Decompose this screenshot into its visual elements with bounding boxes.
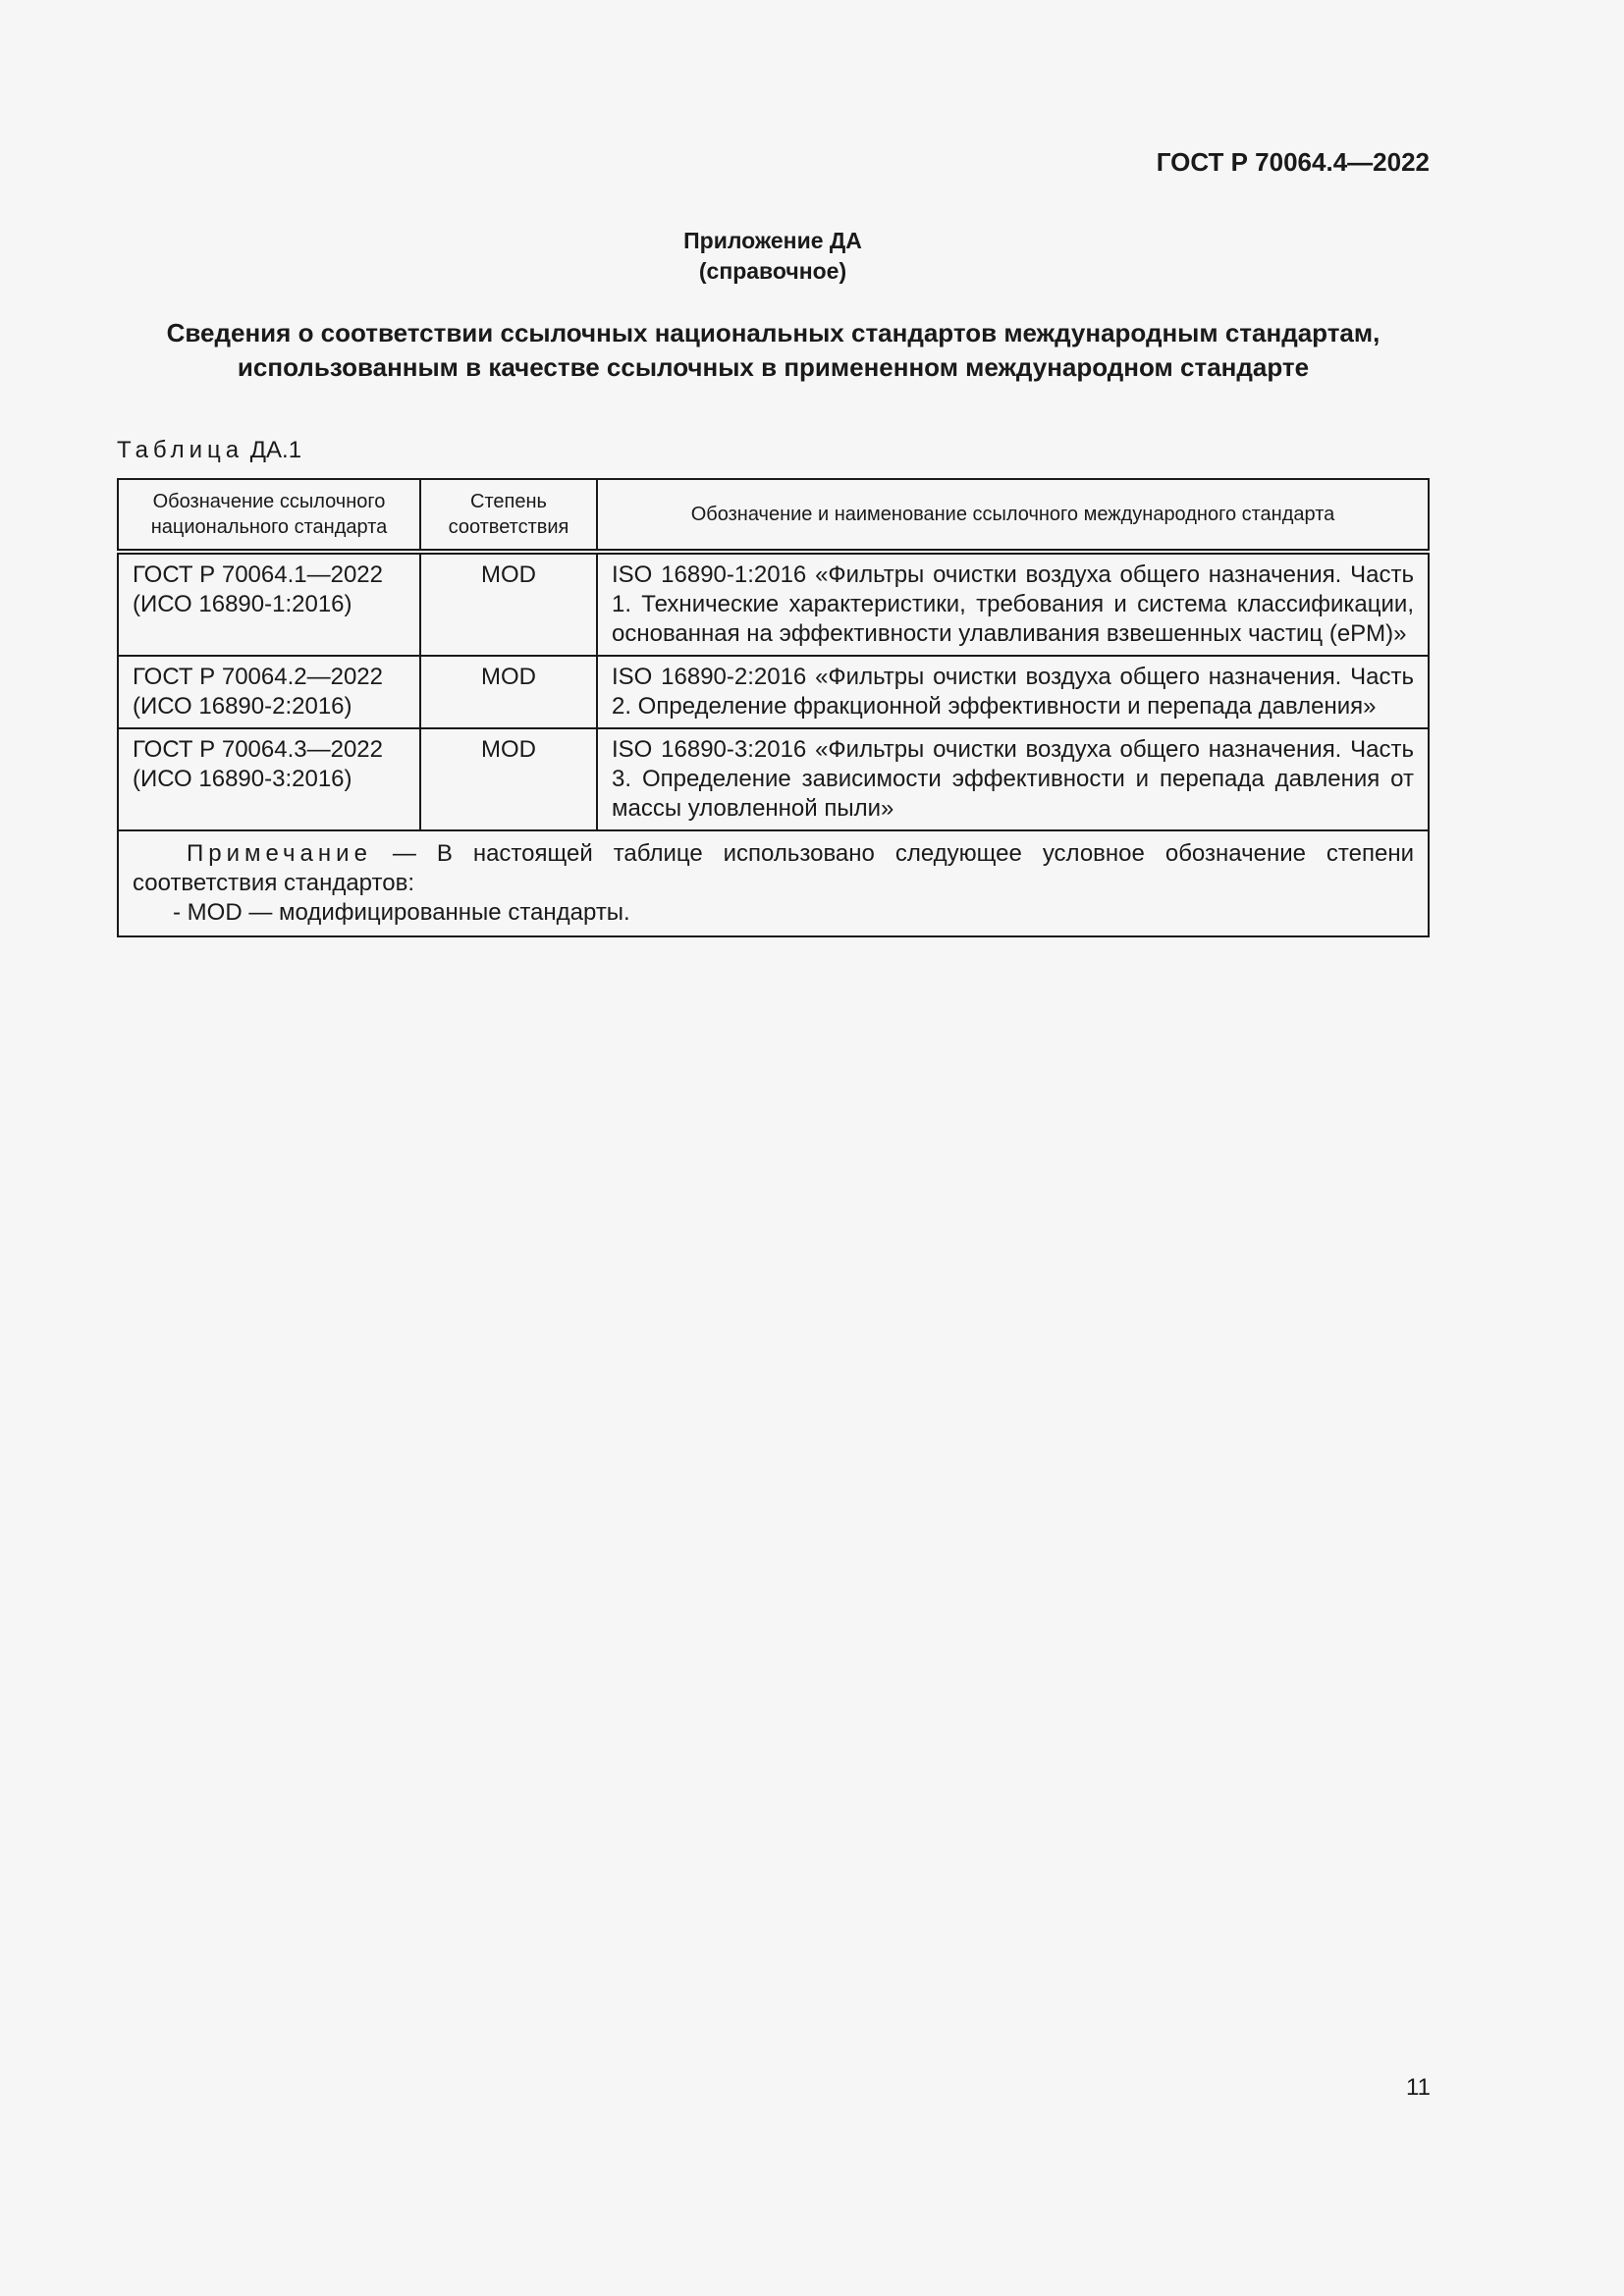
correspondence-table (117, 478, 1430, 937)
iso-equivalent: (ИСО 16890-3:2016) (133, 766, 352, 792)
table-header-row (118, 479, 1429, 552)
national-standard-cell (118, 728, 420, 830)
table-caption-word: Таблица (117, 437, 244, 463)
national-standard-cell (118, 656, 420, 728)
table-row (118, 656, 1429, 728)
table-note (118, 830, 1429, 936)
appendix-title: Приложение ДА (683, 228, 862, 253)
national-standard-code: ГОСТ Р 70064.3—2022 (133, 736, 383, 763)
column-header-degree: Степень соответствия (420, 479, 597, 552)
section-title-line: использованным в качестве ссылочных в примененном международном стандарте (237, 352, 1310, 382)
note-text: — В настоящей таблице использовано следующее условное обозначение степени соответствия стандартов: (133, 840, 1414, 896)
national-standard-cell (118, 552, 420, 656)
page-number: 11 (1406, 2074, 1431, 2101)
national-standard-code: ГОСТ Р 70064.2—2022 (133, 664, 383, 690)
degree-cell: MOD (420, 656, 597, 728)
appendix-subtitle: (справочное) (698, 258, 847, 284)
note-lead: Примечание (187, 840, 372, 867)
section-title (117, 316, 1430, 385)
column-header-national: Обозначение ссылочного национального стандарта (118, 479, 420, 552)
column-header-international: Обозначение и наименование ссылочного международного стандарта (597, 479, 1429, 552)
iso-equivalent: (ИСО 16890-2:2016) (133, 693, 352, 720)
international-standard-cell: ISO 16890-2:2016 «Фильтры очистки воздуха общего назначения. Часть 2. Определение фракционной эффективности и перепада давления» (597, 656, 1429, 728)
appendix-heading (0, 226, 1545, 287)
table-caption (117, 437, 301, 464)
note-paragraph (133, 839, 1414, 898)
iso-equivalent: (ИСО 16890-1:2016) (133, 591, 352, 617)
table-row (118, 552, 1429, 656)
degree-cell: MOD (420, 552, 597, 656)
section-title-line: Сведения о соответствии ссылочных национальных стандартов международным стандартам, (166, 318, 1380, 347)
table-caption-number: ДА.1 (249, 437, 302, 463)
note-item: - MOD — модифицированные стандарты. (173, 899, 630, 926)
table-row (118, 728, 1429, 830)
degree-cell: MOD (420, 728, 597, 830)
international-standard-cell: ISO 16890-1:2016 «Фильтры очистки воздуха общего назначения. Часть 1. Технические характеристики, требования и система классификации, основанная на эффективности улавливания взвешенных частиц (ePM)» (597, 552, 1429, 656)
document-code: ГОСТ Р 70064.4—2022 (1156, 147, 1430, 177)
table-note-row (118, 830, 1429, 936)
national-standard-code: ГОСТ Р 70064.1—2022 (133, 561, 383, 588)
international-standard-cell: ISO 16890-3:2016 «Фильтры очистки воздуха общего назначения. Часть 3. Определение зависимости эффективности и перепада давления от массы уловленной пыли» (597, 728, 1429, 830)
